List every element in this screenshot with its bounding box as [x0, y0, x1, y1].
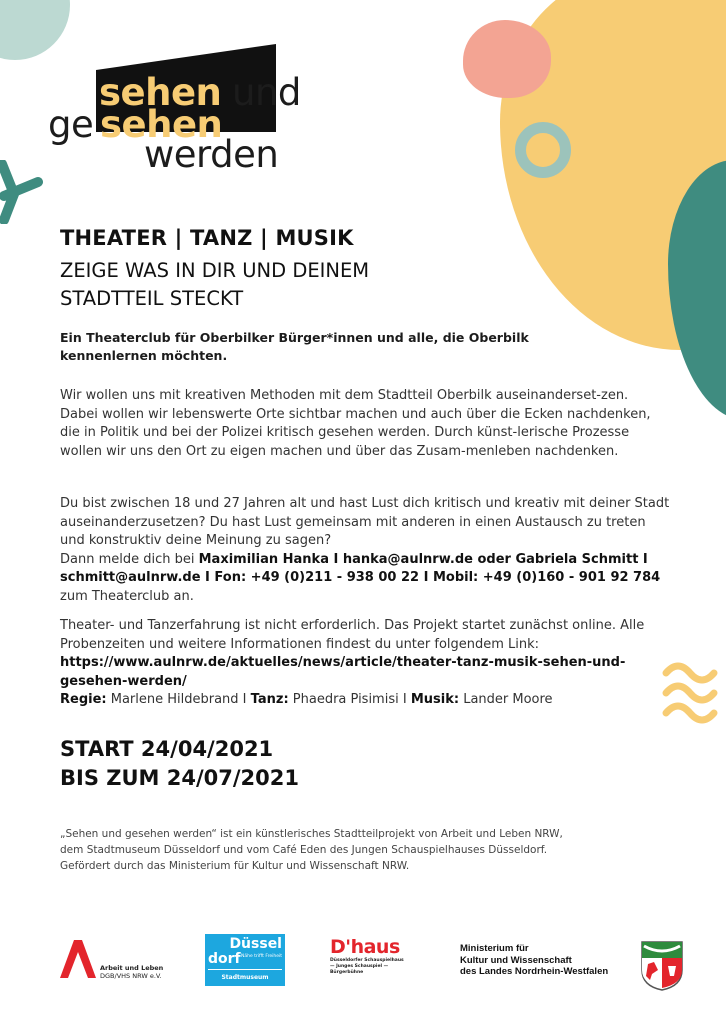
regie-value: Marlene Hildebrand I — [106, 692, 251, 707]
arbeit-und-leben-name: Arbeit und Leben — [100, 964, 164, 972]
logo-word-werden: werden — [144, 133, 279, 176]
ring-shape — [515, 122, 571, 178]
footnote — [60, 826, 660, 874]
ministry-logo — [460, 943, 630, 978]
tagline — [60, 257, 520, 313]
paragraph-1: Wir wollen uns mit kreativen Methoden mit dem Stadtteil Oberbilk auseinanderset-zen. Dabei wollen wir lebenswerte Orte sichtbar machen und auch über die Ecken nachdenken, die in Politik und bei der Polizei kritisch gesehen werden. Durch künst-lerische Prozesse wollen wir uns den Ort zu eigen machen und über das Zusam-menleben nachdenken. — [60, 388, 651, 459]
logo-word-ge: ge — [48, 103, 94, 146]
tanz-value: Phaedra Pisimisi I — [288, 692, 411, 707]
arbeit-und-leben-sub: DGB/VHS NRW e.V. — [100, 972, 162, 980]
logo-word-sehen: sehen — [99, 71, 222, 114]
paragraph-2-signup: Dann melde dich bei — [60, 551, 199, 567]
paragraph-2-end: zum Theaterclub an. — [60, 588, 194, 604]
paragraph-2 — [60, 495, 670, 606]
cross-shape — [0, 160, 44, 224]
contact-details[interactable]: Maximilian Hanka I hanka@aulnrw.de oder Gabriela Schmitt I schmitt@aulnrw.de I Fon: +49 (0)211 - 938 00 22 I Mobil: +49 (0)160 - 901 92 784 — [60, 551, 661, 585]
stadtmuseum-divider — [208, 969, 282, 970]
stadtmuseum-logo — [205, 934, 285, 986]
dhaus-logo — [330, 936, 420, 986]
paragraph-3 — [60, 617, 670, 710]
stadtmuseum-slogan: Nähe trifft Freiheit — [240, 954, 282, 959]
dhaus-sub-1: Düsseldorfer Schauspielhaus — [330, 958, 404, 963]
info-link[interactable]: https://www.aulnrw.de/aktuelles/news/article/theater-tanz-musik-sehen-und-gesehen-werden/ — [60, 655, 626, 689]
ministry-line-1: Ministerium für — [460, 943, 529, 954]
footnote-line-2: dem Stadtmuseum Düsseldorf und vom Café Eden des Jungen Schauspielhauses Düsseldorf. — [60, 844, 548, 856]
paragraph-3-text: Theater- und Tanzerfahrung ist nicht erforderlich. Das Projekt startet zunächst online. Alle Probenzeiten und weitere Informationen findest du unter folgendem Link: — [60, 618, 645, 652]
musik-label: Musik: — [410, 692, 460, 707]
footnote-line-1: „Sehen und gesehen werden“ ist ein künstlerisches Stadtteilprojekt von Arbeit und Leben NRW, — [60, 828, 563, 840]
regie-label: Regie: — [60, 692, 107, 707]
tagline-line-1: ZEIGE WAS IN DIR UND DEINEM — [60, 259, 370, 282]
tagline-line-2: STADTTEIL STECKT — [60, 287, 244, 310]
nrw-coat-of-arms-icon — [640, 940, 684, 992]
stadtmuseum-mid: dorf — [208, 951, 241, 967]
tanz-label: Tanz: — [250, 692, 289, 707]
arbeit-und-leben-logo — [60, 940, 170, 980]
stadtmuseum-name: Stadtmuseum — [221, 974, 269, 981]
dhaus-sub-2: — Junges Schauspiel — — [330, 964, 389, 969]
ministry-line-2: Kultur und Wissenschaft — [460, 954, 572, 966]
ministry-line-3: des Landes Nordrhein-Westfalen — [460, 966, 609, 977]
logo-word-und: und — [232, 71, 301, 114]
musik-value: Lander Moore — [459, 692, 553, 707]
stadtmuseum-top: Düssel — [229, 936, 282, 952]
intro-text: Ein Theaterclub für Oberbilker Bürger*innen und alle, die Oberbilk kennenlernen möchten. — [60, 330, 529, 363]
paragraph-2-text: Du bist zwischen 18 und 27 Jahren alt und hast Lust dich kritisch und kreativ mit deiner Stadt auseinanderzusetzen? Du hast Lust gemeinsam mit anderen in einen Austausch zu treten und konstruktiv deine Meinung zu sagen? — [60, 496, 670, 548]
page-heading: THEATER | TANZ | MUSIK — [60, 226, 354, 250]
project-logo — [48, 44, 318, 174]
pink-blob-shape — [463, 20, 551, 98]
arbeit-und-leben-icon — [60, 940, 96, 978]
footnote-line-3: Gefördert durch das Ministerium für Kultur und Wissenschaft NRW. — [60, 860, 410, 872]
project-dates — [60, 735, 299, 793]
logo-word-sehen-2: sehen — [100, 103, 223, 146]
dhaus-sub-3: Bürgerbühne — [330, 970, 364, 975]
dhaus-wordmark: D'haus — [330, 936, 400, 958]
end-date: BIS ZUM 24/07/2021 — [60, 766, 299, 790]
start-date: START 24/04/2021 — [60, 737, 274, 761]
